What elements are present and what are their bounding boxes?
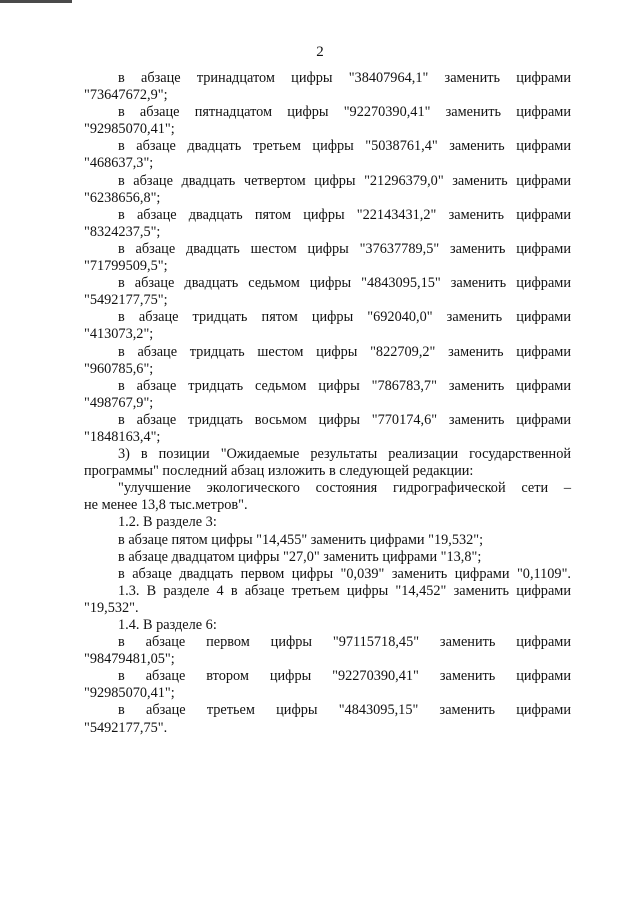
- paragraph-continuation: "498767,9";: [84, 394, 154, 411]
- paragraph: в абзаце втором цифры "92270390,41" заменить цифрами: [118, 668, 571, 685]
- paragraph: в абзаце двадцать первом цифры "0,039" заменить цифрами "0,1109".: [118, 565, 571, 582]
- paragraph-continuation: программы" последний абзац изложить в следующей редакции:: [84, 463, 474, 480]
- paragraph: в абзаце двадцать четвертом цифры "21296379,0" заменить цифрами: [118, 172, 571, 189]
- paragraph: в абзаце двадцатом цифры "27,0" заменить цифрами "13,8";: [118, 548, 482, 565]
- paragraph: в абзаце двадцать третьем цифры "5038761,4" заменить цифрами: [118, 138, 571, 155]
- paragraph: в абзаце тринадцатом цифры "38407964,1" заменить цифрами: [118, 70, 571, 86]
- paragraph: в абзаце двадцать пятом цифры "22143431,2" заменить цифрами: [118, 206, 571, 223]
- paragraph-continuation: "19,532".: [84, 599, 139, 616]
- paragraph: 1.2. В разделе 3:: [118, 514, 217, 531]
- paragraph: в абзаце тридцать восьмом цифры "770174,6" заменить цифрами: [118, 411, 571, 428]
- paragraph-continuation: "468637,3";: [84, 155, 154, 172]
- paragraph: в абзаце третьем цифры "4843095,15" заменить цифрами: [118, 702, 571, 719]
- paragraph: в абзаце тридцать пятом цифры "692040,0" заменить цифрами: [118, 309, 571, 326]
- paragraph-continuation: "98479481,05";: [84, 651, 175, 668]
- paragraph: в абзаце тридцать шестом цифры "822709,2" заменить цифрами: [118, 343, 571, 360]
- paragraph-continuation: "413073,2";: [84, 326, 154, 343]
- paragraph: "улучшение экологического состояния гидрографической сети –: [118, 480, 571, 497]
- paragraph: в абзаце тридцать седьмом цифры "786783,7" заменить цифрами: [118, 377, 571, 394]
- document-body: [84, 70, 571, 737]
- paragraph: 1.3. В разделе 4 в абзаце третьем цифры "14,452" заменить цифрами: [118, 582, 571, 599]
- paragraph-continuation: "92985070,41";: [84, 121, 175, 138]
- paragraph-continuation: "71799509,5";: [84, 258, 168, 275]
- paragraph-continuation: "8324237,5";: [84, 223, 161, 240]
- paragraph-continuation: "73647672,9";: [84, 87, 168, 104]
- paragraph: в абзаце пятом цифры "14,455" заменить цифрами "19,532";: [118, 531, 484, 548]
- paragraph-continuation: "1848163,4";: [84, 428, 161, 445]
- paragraph-continuation: "92985070,41";: [84, 685, 175, 702]
- paragraph: в абзаце двадцать седьмом цифры "4843095,15" заменить цифрами: [118, 275, 571, 292]
- paragraph-continuation: "960785,6";: [84, 360, 154, 377]
- page-number: 2: [316, 44, 324, 60]
- paragraph-continuation: "5492177,75";: [84, 292, 168, 309]
- paragraph-continuation: не менее 13,8 тыс.метров".: [84, 497, 248, 514]
- paragraph: в абзаце пятнадцатом цифры "92270390,41" заменить цифрами: [118, 104, 571, 121]
- paragraph: 1.4. В разделе 6:: [118, 617, 217, 633]
- paragraph: 3) в позиции "Ожидаемые результаты реализации государственной: [118, 446, 571, 463]
- paragraph: в абзаце первом цифры "97115718,45" заменить цифрами: [118, 634, 571, 651]
- paragraph-continuation: "6238656,8";: [84, 189, 161, 206]
- paragraph: в абзаце двадцать шестом цифры "37637789,5" заменить цифрами: [118, 240, 571, 257]
- header-rule: [0, 0, 72, 3]
- paragraph-continuation: "5492177,75".: [84, 719, 168, 736]
